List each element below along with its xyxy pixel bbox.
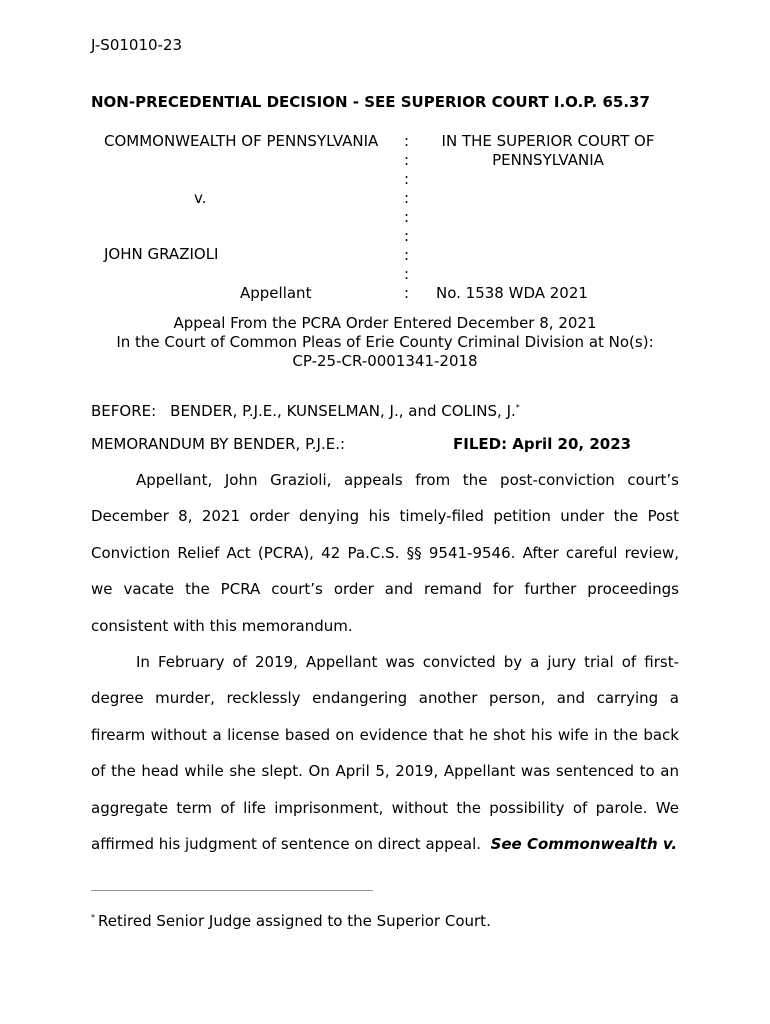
body-paragraph-1: Appellant, John Grazioli, appeals from the post-conviction court’s December 8, 2021 order denying his timely-filed petition under the Post Conviction Relief Act (PCRA), 42 Pa.C.S. §§ 9541-9546. After careful review, we vacate the PCRA court’s order and remand for further proceedings consistent with this memorandum. xyxy=(91,471,679,635)
caption-colon: : xyxy=(404,170,410,188)
docket-number: No. 1538 WDA 2021 xyxy=(436,284,588,302)
body-paragraph-2-text: In February of 2019, Appellant was convicted by a jury trial of first-degree murder, recklessly endangering another person, and carrying a firearm without a license based on evidence that he shot his wife in the back of the head while she slept. On April 5, 2019, Appellant was sentenced to an aggregate term of life imprisonment, without the possibility of parole. We affirmed his judgment of sentence on direct appeal. xyxy=(91,653,679,854)
caption-colon: : xyxy=(404,284,410,302)
footnote-mark: * xyxy=(91,913,95,922)
footnote xyxy=(91,912,491,930)
caption-colon: : xyxy=(404,265,410,283)
opinion-body xyxy=(91,462,679,862)
caption-colon: : xyxy=(404,151,410,169)
caption-versus: v. xyxy=(194,189,207,207)
caption-appellant-role: Appellant xyxy=(240,284,312,302)
panel-line xyxy=(91,402,520,420)
body-paragraph-2 xyxy=(91,644,679,862)
court-name: IN THE SUPERIOR COURT OF PENNSYLVANIA xyxy=(441,132,655,169)
appeal-line-2: In the Court of Common Pleas of Erie County Criminal Division at No(s): xyxy=(116,333,654,351)
caption-colon: : xyxy=(404,132,410,150)
caption-party-commonwealth: COMMONWEALTH OF PENNSYLVANIA xyxy=(104,132,379,150)
caption-colon: : xyxy=(404,246,410,264)
non-precedential-notice: NON-PRECEDENTIAL DECISION - SEE SUPERIOR COURT I.O.P. 65.37 xyxy=(91,93,650,111)
case-citation: See Commonwealth v. xyxy=(490,835,678,854)
memorandum-author: MEMORANDUM BY BENDER, P.J.E.: xyxy=(91,435,346,453)
appeal-line-1: Appeal From the PCRA Order Entered December 8, 2021 xyxy=(173,314,597,332)
panel-judges: BENDER, P.J.E., KUNSELMAN, J., and COLINS, J. xyxy=(170,402,516,420)
caption-colon: : xyxy=(404,189,410,207)
caption-party-defendant: JOHN GRAZIOLI xyxy=(104,245,219,263)
docket-id: J-S01010-23 xyxy=(91,36,183,54)
appeal-description xyxy=(91,314,679,371)
footnote-text: Retired Senior Judge assigned to the Superior Court. xyxy=(98,912,491,930)
footnote-reference: * xyxy=(515,403,520,412)
filed-date: FILED: April 20, 2023 xyxy=(453,435,632,453)
panel-label: BEFORE: xyxy=(91,402,157,420)
appeal-line-3: CP-25-CR-0001341-2018 xyxy=(292,352,478,370)
caption-colon: : xyxy=(404,227,410,245)
caption-colon: : xyxy=(404,208,410,226)
footnote-divider xyxy=(91,890,373,891)
